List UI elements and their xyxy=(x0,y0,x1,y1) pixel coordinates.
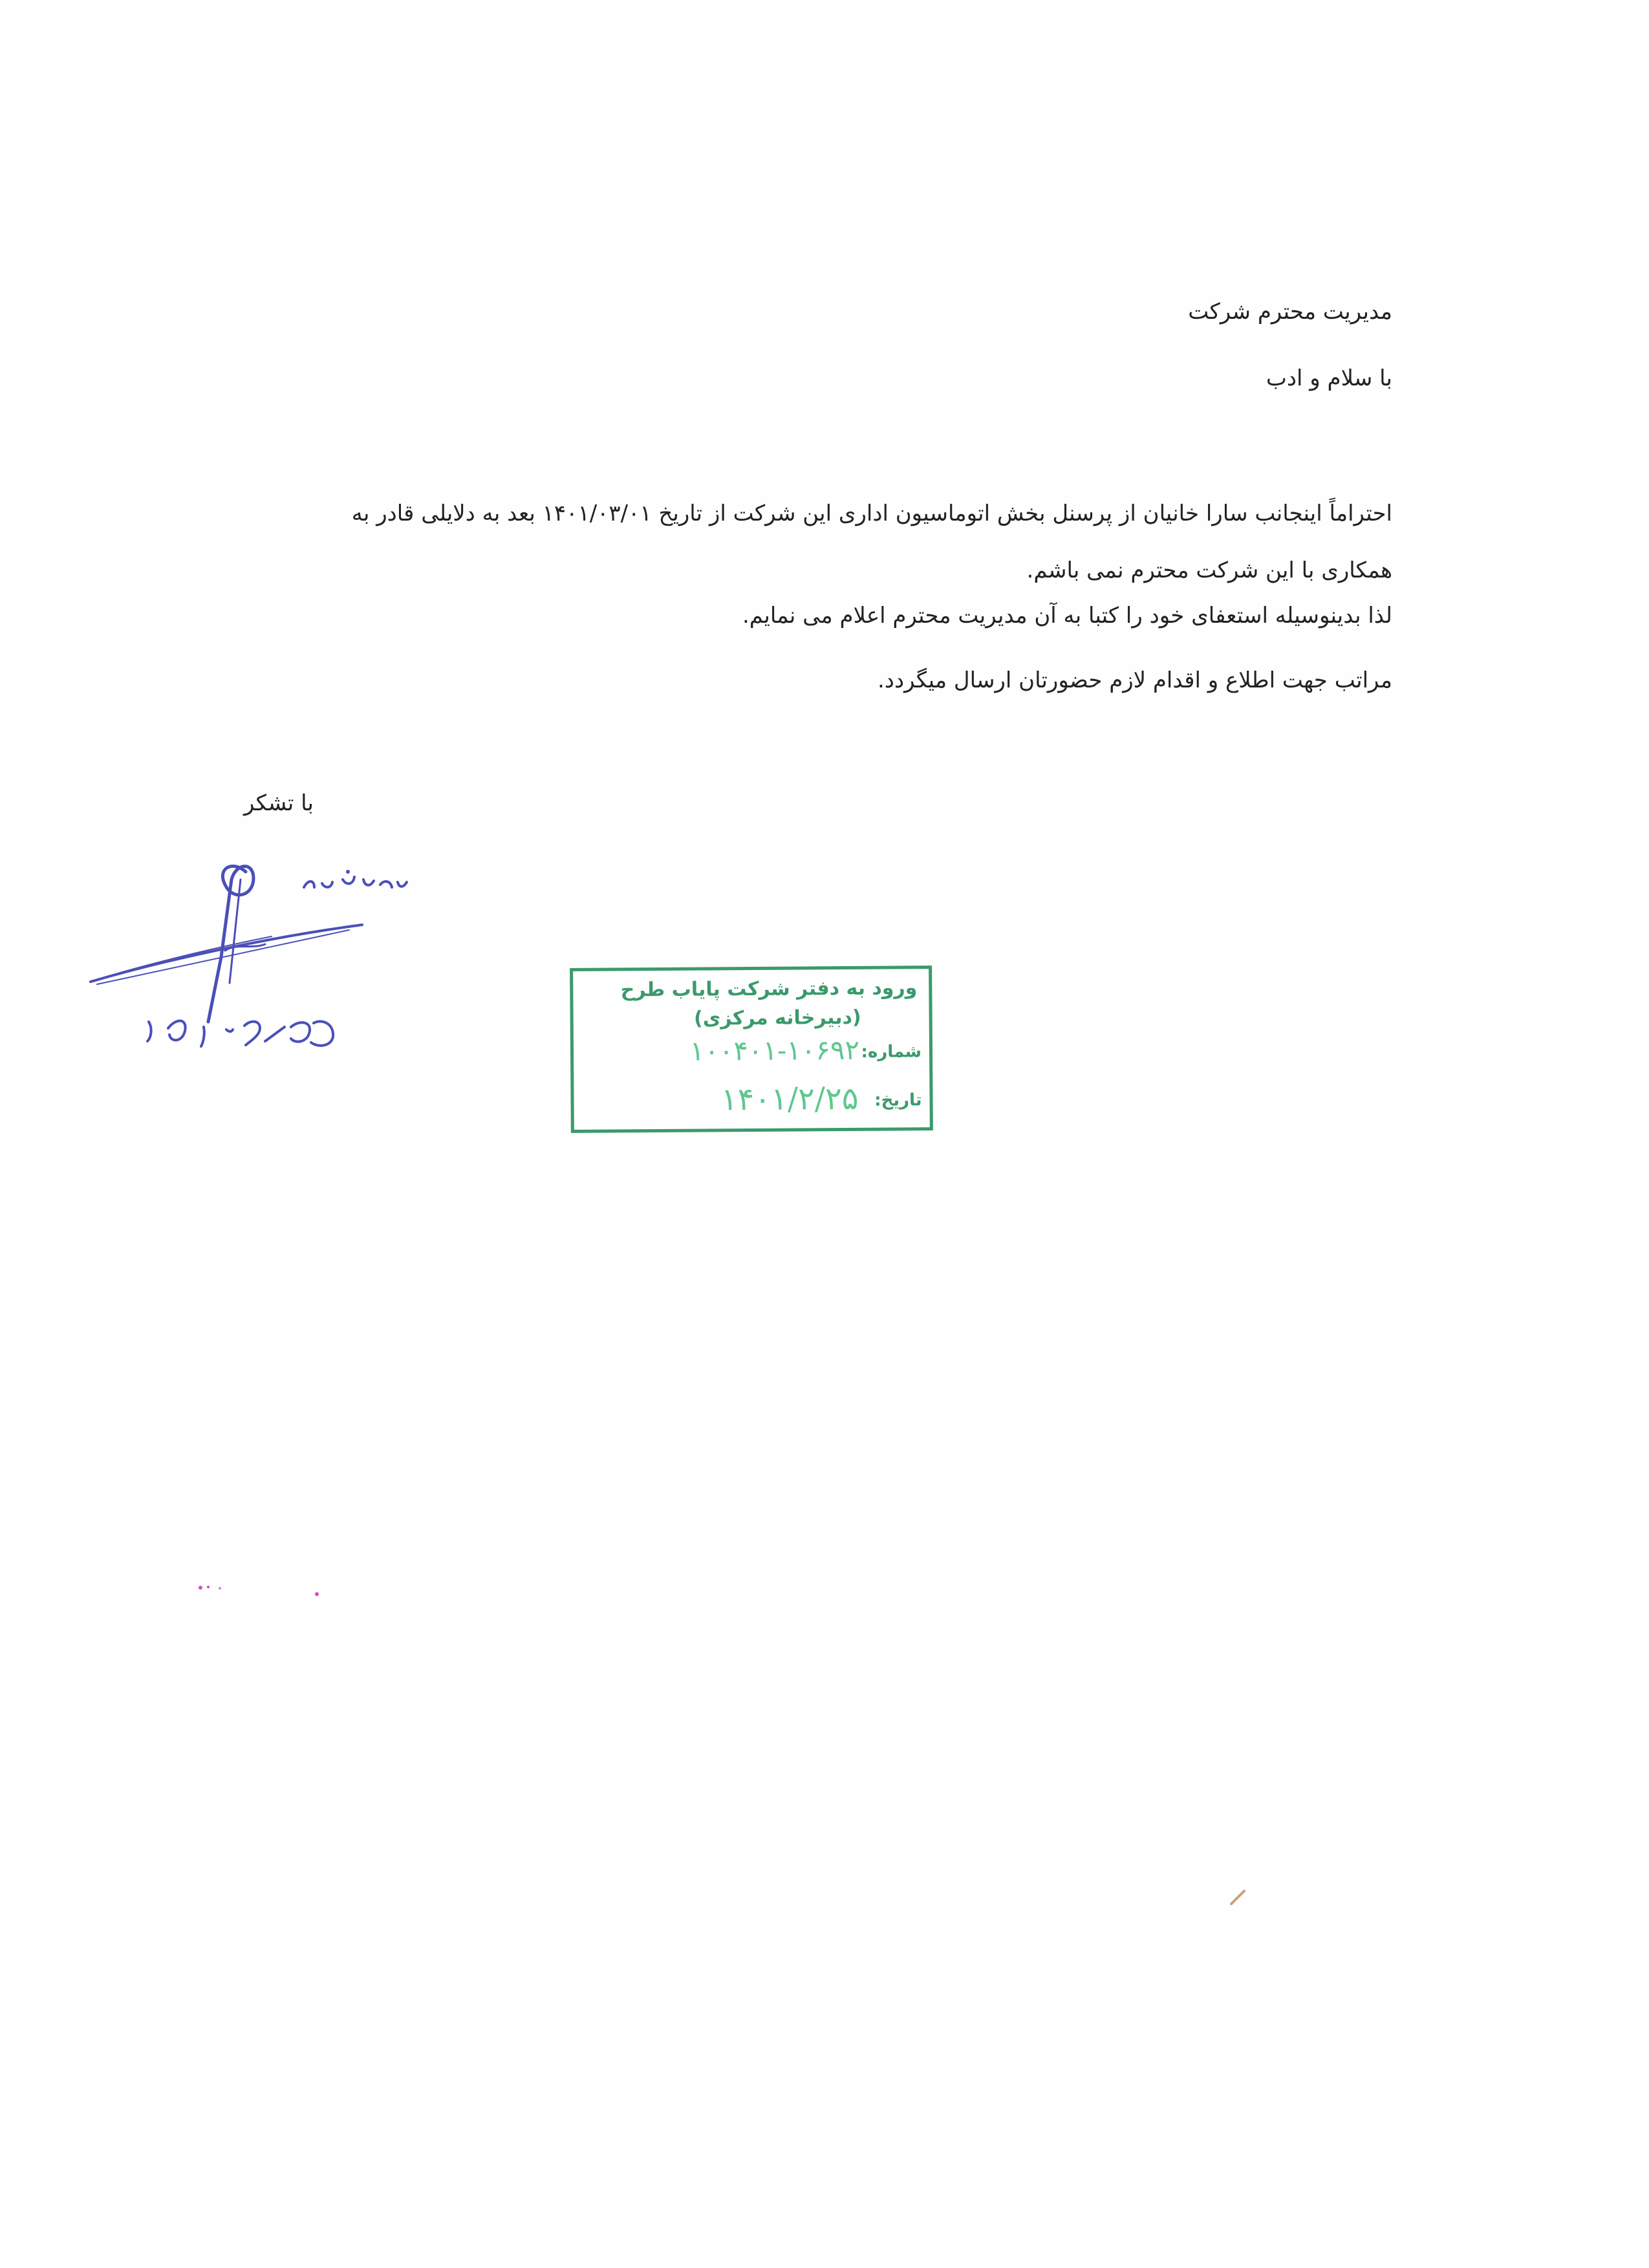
stamp-date-label: تاریخ: xyxy=(874,1090,922,1110)
handwritten-signature xyxy=(71,834,472,1086)
stamp-title: ورود به دفتر شرکت پایاب طرح xyxy=(620,977,918,1002)
stamp-number-label: شماره: xyxy=(861,1042,922,1062)
letter-greeting: با سلام و ادب xyxy=(1266,365,1392,391)
letter-paragraph-2: لذا بدینوسیله استعفای خود را کتبا به آن مدیریت محترم اعلام می نمایم. xyxy=(742,603,1392,629)
letter-paragraph-1: احتراماً اینجانب سارا خانیان از پرسنل بخش اتوماسیون اداری این شرکت از تاریخ ۱۴۰۱/۰۳/۰۱ بعد به دلایلی قادر به همکاری با این شرکت محترم نمی باشم. xyxy=(351,501,1392,583)
ink-speck xyxy=(314,1591,320,1597)
stamp-date-value: ۱۴۰۱/۲/۲۵ xyxy=(720,1080,859,1118)
stamp-number-value: ۱۰۰۴۰۱-۱۰۶۹۲ xyxy=(689,1033,860,1067)
stamp-subtitle: (دبیرخانه مرکزی) xyxy=(693,1006,861,1030)
registration-stamp xyxy=(570,966,933,1133)
letter-closing: با تشکر xyxy=(244,790,314,816)
ink-speck xyxy=(194,1581,252,1594)
letter-paragraph-3: مراتب جهت اطلاع و اقدام لازم حضورتان ارسال میگردد. xyxy=(878,667,1392,693)
paper-mark xyxy=(1229,1887,1248,1906)
letter-addressee: مدیریت محترم شرکت xyxy=(1188,299,1392,325)
